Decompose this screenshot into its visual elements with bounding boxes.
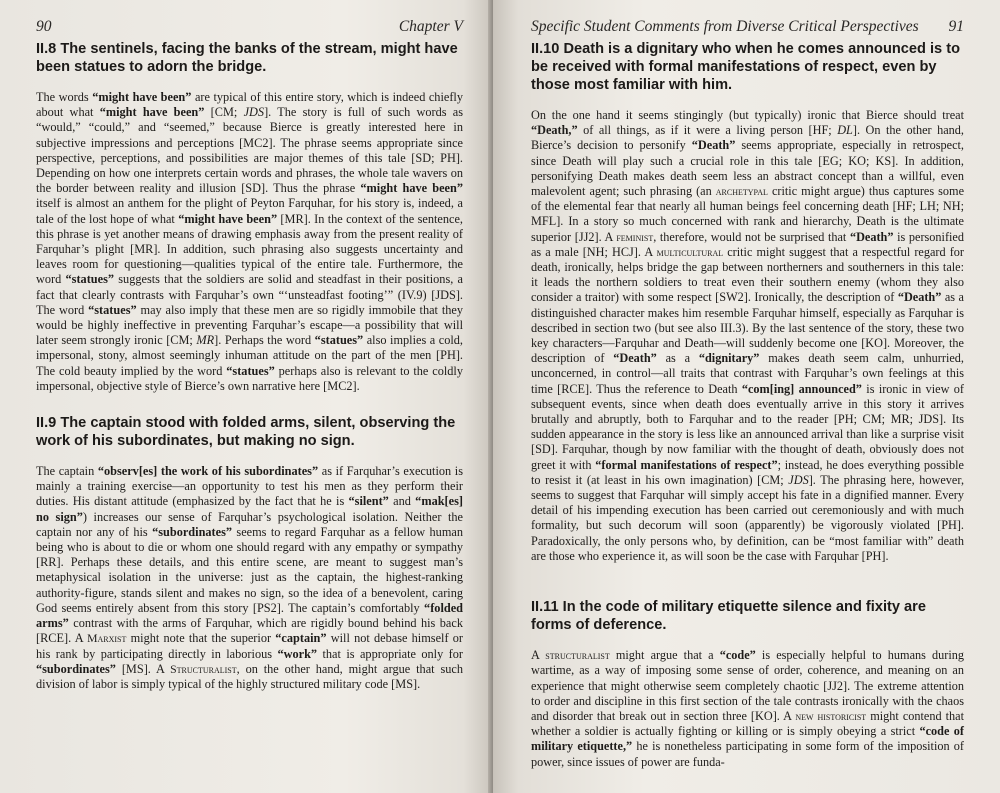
text-run: The words [36, 90, 93, 104]
left-page [0, 0, 493, 793]
text-run: The captain [36, 464, 98, 479]
critical-perspective: new historicist [795, 709, 867, 723]
quoted-phrase: “subordinates” [36, 661, 116, 676]
section-body-ii-10 [531, 108, 964, 564]
text-run: ; instead, he does everything possible to resist it (at least in his own imagination) [CM; [531, 457, 964, 487]
text-run: seems appropriate, especially in retrospect, since Death will play such a crucial role in this tale [EG; KO; KS]. In addition, personifying Death makes death seem less an abstract concept than a willful, even malevolent agent; such phrasing (an [531, 138, 964, 199]
left-chapter-title: Chapter V [398, 18, 463, 35]
text-run: he is nonetheless participating in some form of the imposition of power, since issues of power are funda- [531, 739, 964, 769]
text-run: as a [656, 351, 699, 366]
text-run: and [388, 494, 416, 509]
quoted-phrase: “silent” [348, 494, 389, 509]
text-run: are typical of this entire story, which is indeed chiefly about what [36, 90, 463, 120]
critical-perspective: archetypal [715, 185, 768, 199]
text-run: itself is almost an anthem for the plight of Peyton Farquhar, for his story is, indeed, a tale of the lost hope of what [36, 196, 463, 226]
text-run: ) increases our sense of Farquhar’s psychological isolation. Neither the captain nor any of his [36, 509, 463, 539]
text-run: ]. Perhaps the word [214, 333, 315, 348]
italic-citation: MR [196, 333, 215, 348]
text-run: as if Farquhar’s execution is mainly a training exercise—an opportunity to test his men as they perform their duties. His distant attitude (emphasized by the fact that he is [36, 464, 463, 509]
quoted-phrase: “might have been” [99, 105, 205, 120]
text-run: ]. The story is full of such words as “would,” “could,” and “seemed,” because Bierce is greatly interested here in subjective impressions and perceptions [MC2]. The phrase seems appropriate since perspective, perceptions, and possibilities are major themes of this tale [SD; PH]. Depending on how one interprets certain words and phrases, the whole tale wavers on the border between reality and illusion [SD]. Thus the phrase [36, 105, 463, 196]
quoted-phrase: “dignitary” [698, 351, 760, 366]
text-run: , therefore, would not be surprised that [653, 229, 850, 244]
quoted-phrase: “formal manifestations of respect” [595, 457, 778, 472]
text-run: [MR]. In the context of the sentence, this phrase is yet another means of drawing emphasis away from the present reality of Farquhar’s plight [MR]. In addition, such phrasing also suggests uncertainty and leaves room for questioning—qualities typical of the entire tale. Furthermore, the word [36, 211, 463, 287]
text-run: , on the other hand, might argue that such division of labor is simply typical of the highly structured military code [MS]. [36, 661, 463, 691]
text-run: is personified as a male [NH; HCJ]. A [531, 229, 964, 259]
section-body-ii-8 [36, 90, 463, 394]
italic-citation: JDS [788, 472, 809, 487]
quoted-phrase: “statues” [226, 363, 275, 378]
section-heading-ii-9: II.9 The captain stood with folded arms, silent, observing the work of his subordinates, but making no sign. [36, 415, 456, 450]
quoted-phrase: “Death” [691, 138, 736, 153]
text-run: may also imply that these men are so rigidly immobile that they would be highly ineffective in preventing Farquhar’s escape—a possibility that will later seem strongly ironic [CM; [36, 302, 464, 348]
quoted-phrase: “Death” [849, 229, 894, 244]
section-body-ii-11 [531, 648, 964, 770]
text-run: seems to regard Farquhar as a fellow human being who is about to die or whom one should regard with any empathy or sympathy [RR]. Perhaps these details, and this entire scene, are meant to suggest man’s metaphysical isolation in the universe: just as the captain, the highest-ranking authority-figure, stands silent and makes no sign, so the idea of a benevolent, caring God seems entirely absent from this story [PS2]. The captain’s comfortably [36, 524, 463, 615]
text-run: is especially helpful to humans during wartime, as a way of imposing some sense of order, coherence, and meaning on an experience that might otherwise seem completely chaotic [JJ2]. The extreme attention to order and discipline in this first section of the tale contrasts ironically with the chaos and disorder that break out in section three [KO]. A [531, 648, 965, 723]
text-run: perhaps also is relevant to the coldly impersonal, objective style of Bierce’s own narrative here [MC2]. [36, 363, 463, 393]
section-heading-ii-11: II.11 In the code of military etiquette silence and fixity are forms of deference. [531, 599, 926, 634]
text-run: critic might suggest that a respectful regard for death, ironically, helps bridge the gap between northerners and southerners in this tale: it leads the northern soldiers to treat even their southern enemy (whom they also consider a traitor) with some respect [SW2]. Ironically, the description of [531, 244, 965, 305]
text-run: will not debase himself or his rank by participating directly in laborious [36, 631, 463, 661]
text-run: makes death seem calm, unhurried, unconcerned, in control—all traits that contrast with Farquhar’s own feelings at this time [RCE]. Thus the reference to Death [531, 351, 964, 396]
text-run: also implies a cold, impersonal, stony, almost seemingly inhuman attitude on the part of the men [PH]. The cold beauty implied by the word [36, 333, 464, 378]
quoted-phrase: “captain” [275, 631, 327, 646]
text-run: ]. On the other hand, Bierce’s decision to personify [531, 123, 964, 153]
text-run: [CM; [204, 105, 244, 120]
left-page-number: 90 [36, 18, 52, 35]
quoted-phrase: “Death” [613, 351, 657, 366]
quoted-phrase: “statues” [88, 302, 137, 317]
right-page-number: 91 [948, 18, 964, 35]
critical-perspective: multicultural [656, 245, 724, 259]
text-run: might note that the superior [126, 631, 276, 646]
left-running-head [36, 18, 463, 40]
right-page [493, 0, 1000, 793]
quoted-phrase: “mak[es] no sign” [36, 494, 463, 524]
section-body-ii-9 [36, 464, 463, 692]
text-run: critic might argue) thus captures some of the elemental fear that nearly all human beings feel concerning death [HF; LH; NH; MFL]. In a story so much concerned with rank and hierarchy, Death is the ultimate superior [JJ2]. A [531, 184, 965, 244]
critical-perspective: Marxist [87, 632, 127, 646]
critical-perspective: Structuralist [170, 662, 237, 676]
section-heading-ii-8: II.8 The sentinels, facing the banks of the stream, might have been statues to adorn the bridge. [36, 41, 458, 75]
quoted-phrase: “might have been” [178, 211, 278, 226]
text-run: A [531, 648, 546, 663]
quoted-phrase: “might have been” [360, 181, 463, 196]
section-heading-ii-10: II.10 Death is a dignitary who when he comes announced is to be received with formal manifestations of respect, even by those most familiar with him. [531, 41, 960, 93]
quoted-phrase: “folded arms” [36, 600, 463, 631]
text-run: might argue that a [609, 648, 720, 663]
text-run: that is appropriate only for [317, 646, 463, 661]
critical-perspective: feminist [616, 230, 654, 244]
quoted-phrase: “observ[es] the work of his subordinates” [97, 464, 319, 479]
critical-perspective: structuralist [545, 649, 610, 663]
quoted-phrase: “code” [719, 648, 756, 663]
text-run: is ironic in view of subsequent events, since when death does eventually arrive in this story it arrives brutally and abruptly, both to Farquhar and to the reader [PH; CM; MR; JDS]. Its sudden appearance in the story is less like an announced arrival than like a surprise visit [SD]. Farquhar, though by now familiar with the thought of death, obviously does not greet it with [531, 381, 964, 472]
text-run: of all things, as if it were a living person [HF; [577, 123, 838, 138]
quoted-phrase: “statues” [65, 272, 115, 287]
italic-citation: DL [837, 123, 853, 138]
quoted-phrase: “com[ing] announced” [741, 381, 862, 396]
quoted-phrase: “work” [277, 646, 318, 661]
quoted-phrase: “statues” [314, 333, 364, 348]
italic-citation: JDS [243, 105, 265, 120]
quoted-phrase: “subordinates” [152, 524, 233, 539]
right-running-head [531, 18, 964, 40]
text-run: [MS]. A [115, 661, 171, 676]
right-section-title: Specific Student Comments from Diverse Critical Perspectives [531, 18, 919, 35]
quoted-phrase: “might have been” [92, 90, 192, 104]
quoted-phrase: “code of military etiquette,” [531, 724, 964, 754]
text-run: might contend that whether a soldier is actually fighting or killing or is simply obeying a strict [531, 708, 964, 739]
text-run: contrast with the arms of Farquhar, which are rigidly bound behind his back [RCE]. A [36, 616, 463, 646]
quoted-phrase: “Death,” [531, 123, 578, 138]
text-run: ]. The phrasing here, however, seems to suggest that Farquhar will simply accept his fate in a dignified manner. Every detail of his impending execution has been carried out ceremoniously and with much formality, but such decorum will soon (apparently) be vigorously violated [PH]. Paradoxically, the only persons who, by definition, can be “most familiar with” death are those who experience it, as will soon be the case with Farquhar [PH]. [531, 472, 965, 563]
text-run: On the one hand it seems stingingly (but typically) ironic that Bierce should treat [531, 108, 964, 122]
text-run: as a distinguished character makes him resemble Farquhar himself, especially as Farquhar is described in section two (but see also III.3). By the last sentence of the story, these two key characters—Farquhar and Death—will suddenly become one [KO]. Moreover, the description of [531, 290, 964, 366]
text-run: suggests that the soldiers are solid and steadfast in their positions, a fact that clearly contrasts with Farquhar’s own “‘unsteadfast footing’” (IV.9) [JDS]. The word [36, 272, 463, 317]
quoted-phrase: “Death” [897, 290, 942, 305]
